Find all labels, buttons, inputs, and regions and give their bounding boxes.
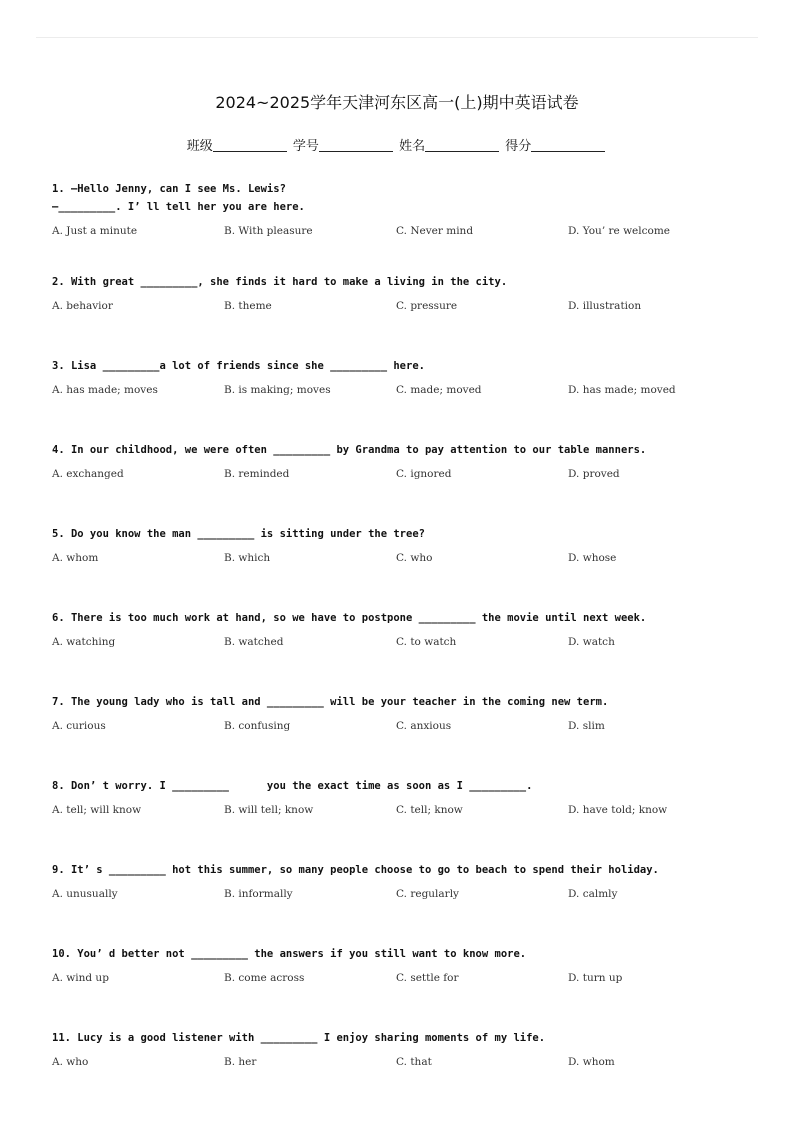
option-b[interactable]: B. watched	[224, 636, 284, 648]
option-b[interactable]: B. come across	[224, 972, 305, 984]
option-c[interactable]: C. regularly	[396, 888, 459, 900]
question-stem: 6. There is too much work at hand, so we have to postpone _________ the movie until next week.	[52, 612, 647, 624]
option-b[interactable]: B. informally	[224, 888, 293, 900]
option-b[interactable]: B. is making; moves	[224, 384, 331, 396]
option-c[interactable]: C. Never mind	[396, 225, 474, 237]
question-stem: 11. Lucy is a good listener with _________ I enjoy sharing moments of my life.	[52, 1032, 546, 1044]
question-stem: 10. You’ d better not _________ the answers if you still want to know more.	[52, 948, 527, 960]
options-row	[52, 719, 752, 733]
options-row	[52, 551, 752, 565]
question	[52, 441, 752, 481]
question-stem-line: —_________. I’ ll tell her you are here.	[52, 201, 305, 213]
option-d[interactable]: D. whose	[568, 552, 617, 564]
question-list	[52, 180, 752, 1113]
option-d[interactable]: D. slim	[568, 720, 605, 732]
question	[52, 357, 752, 397]
option-b[interactable]: B. confusing	[224, 720, 291, 732]
student-number-label: 学号	[292, 139, 319, 154]
question	[52, 273, 752, 313]
question-stem: 9. It’ s _________ hot this summer, so many people choose to go to beach to spend their holiday.	[52, 864, 659, 876]
option-d[interactable]: D. proved	[568, 468, 620, 480]
options-row	[52, 299, 752, 313]
option-b[interactable]: B. her	[224, 1056, 257, 1068]
option-c[interactable]: C. ignored	[396, 468, 452, 480]
question	[52, 180, 752, 238]
option-b[interactable]: B. reminded	[224, 468, 290, 480]
option-c[interactable]: C. tell; know	[396, 804, 463, 816]
option-a[interactable]: A. behavior	[52, 300, 113, 312]
option-b[interactable]: B. theme	[224, 300, 272, 312]
class-label: 班级	[186, 139, 213, 154]
option-d[interactable]: D. whom	[568, 1056, 615, 1068]
option-c[interactable]: C. who	[396, 552, 433, 564]
options-row	[52, 224, 752, 238]
option-d[interactable]: D. turn up	[568, 972, 623, 984]
options-row	[52, 971, 752, 985]
option-b[interactable]: B. With pleasure	[224, 225, 313, 237]
option-a[interactable]: A. Just a minute	[52, 225, 138, 237]
option-a[interactable]: A. who	[52, 1056, 89, 1068]
name-blank[interactable]	[425, 139, 499, 152]
name-label: 姓名	[399, 139, 426, 154]
score-blank[interactable]	[531, 139, 605, 152]
option-a[interactable]: A. watching	[52, 636, 116, 648]
options-row	[52, 887, 752, 901]
question	[52, 525, 752, 565]
option-c[interactable]: C. to watch	[396, 636, 457, 648]
option-c[interactable]: C. made; moved	[396, 384, 482, 396]
student-number-blank[interactable]	[319, 139, 393, 152]
class-blank[interactable]	[213, 139, 287, 152]
option-c[interactable]: C. pressure	[396, 300, 458, 312]
question	[52, 777, 752, 817]
question-stem: 5. Do you know the man _________ is sitting under the tree?	[52, 528, 425, 540]
question-stem: 4. In our childhood, we were often _________ by Grandma to pay attention to our table manners.	[52, 444, 647, 456]
page-title: 2024~2025学年天津河东区高一(上)期中英语试卷	[215, 93, 579, 112]
option-a[interactable]: A. whom	[52, 552, 99, 564]
option-d[interactable]: D. has made; moved	[568, 384, 676, 396]
option-a[interactable]: A. unusually	[52, 888, 118, 900]
option-c[interactable]: C. settle for	[396, 972, 459, 984]
option-d[interactable]: D. You’ re welcome	[568, 225, 671, 237]
options-row	[52, 635, 752, 649]
header-divider	[36, 37, 758, 38]
option-a[interactable]: A. wind up	[52, 972, 109, 984]
question	[52, 945, 752, 985]
question-stem: 8. Don’ t worry. I _________ you the exact time as soon as I _________.	[52, 780, 533, 792]
option-d[interactable]: D. watch	[568, 636, 615, 648]
options-row	[52, 1055, 752, 1069]
option-c[interactable]: C. anxious	[396, 720, 452, 732]
question	[52, 861, 752, 901]
question-stem: 1. —Hello Jenny, can I see Ms. Lewis?	[52, 183, 286, 195]
question-stem: 7. The young lady who is tall and _________ will be your teacher in the coming new term.	[52, 696, 609, 708]
question	[52, 693, 752, 733]
option-d[interactable]: D. illustration	[568, 300, 642, 312]
score-label: 得分	[505, 139, 532, 154]
option-d[interactable]: D. calmly	[568, 888, 618, 900]
option-a[interactable]: A. exchanged	[52, 468, 124, 480]
option-d[interactable]: D. have told; know	[568, 804, 668, 816]
question-stem: 2. With great _________, she finds it hard to make a living in the city.	[52, 276, 508, 288]
option-c[interactable]: C. that	[396, 1056, 432, 1068]
options-row	[52, 383, 752, 397]
option-a[interactable]: A. curious	[52, 720, 106, 732]
student-info-line	[0, 135, 794, 154]
option-b[interactable]: B. which	[224, 552, 271, 564]
option-b[interactable]: B. will tell; know	[224, 804, 314, 816]
option-a[interactable]: A. has made; moves	[52, 384, 158, 396]
question	[52, 1029, 752, 1069]
question-stem: 3. Lisa _________a lot of friends since she _________ here.	[52, 360, 425, 372]
option-a[interactable]: A. tell; will know	[52, 804, 142, 816]
options-row	[52, 803, 752, 817]
options-row	[52, 467, 752, 481]
question	[52, 609, 752, 649]
